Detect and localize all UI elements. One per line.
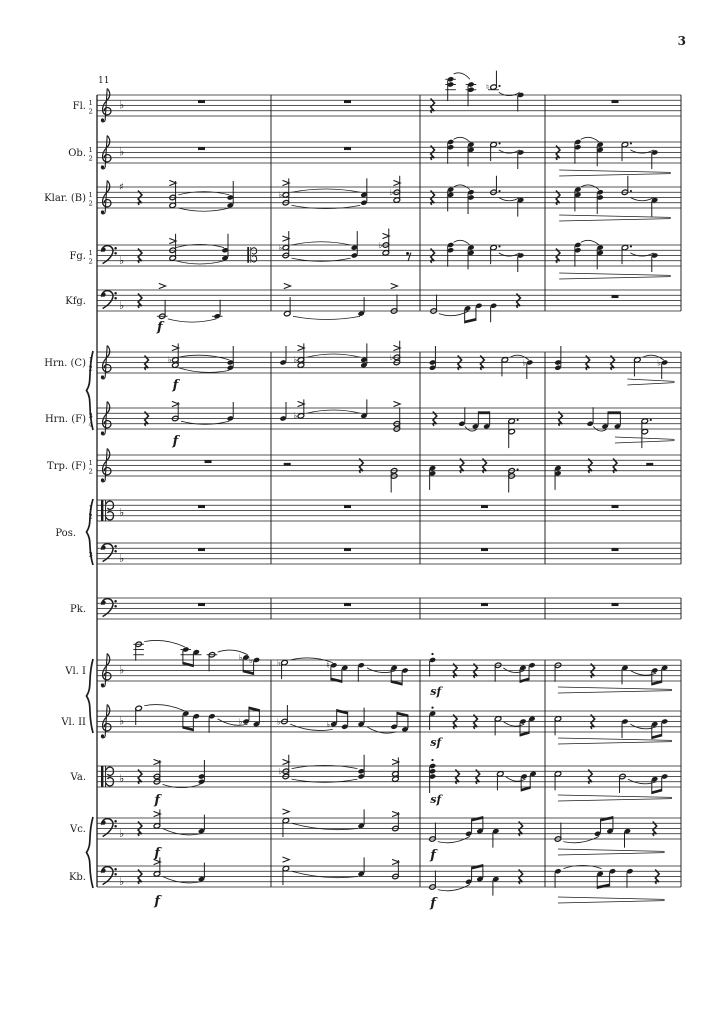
- measure-events: [198, 603, 619, 606]
- page-number: 3: [677, 34, 686, 48]
- staff-pk: [97, 598, 681, 619]
- svg-text:1: 1: [88, 99, 93, 107]
- svg-text:♮: ♮: [486, 82, 490, 93]
- staff-ob: [97, 136, 681, 177]
- dynamic-f: f: [430, 896, 436, 911]
- measure-events: [138, 809, 665, 863]
- staff-vl2: [97, 705, 681, 750]
- svg-text:1: 1: [88, 459, 93, 467]
- svg-text:2: 2: [88, 512, 93, 521]
- svg-text:♭: ♭: [276, 658, 281, 669]
- instrument-label-trp: [47, 459, 93, 476]
- svg-text:♭: ♭: [278, 767, 283, 778]
- svg-text:Klar. (B): Klar. (B): [44, 193, 86, 204]
- barlines: [271, 95, 681, 887]
- staff-fg: [97, 229, 681, 280]
- measure-events: [198, 71, 619, 113]
- instrument-label-ob: [68, 146, 93, 163]
- svg-text:♭: ♭: [293, 355, 298, 366]
- svg-text:Trp. (F): Trp. (F): [47, 461, 86, 472]
- staff-kb: [97, 857, 681, 911]
- measure-events: [198, 505, 619, 508]
- svg-text:Fg.: Fg.: [69, 251, 86, 262]
- svg-text:♭: ♭: [119, 874, 125, 888]
- svg-text:♭: ♭: [119, 714, 125, 728]
- group-label-pos: Pos.: [55, 528, 76, 539]
- svg-text:♭: ♭: [119, 826, 125, 840]
- svg-text:♭: ♭: [276, 717, 281, 728]
- dynamic-f: f: [156, 320, 163, 335]
- instrument-label-pos12: [89, 504, 93, 521]
- svg-text:♭: ♭: [657, 358, 662, 369]
- svg-text:2: 2: [88, 154, 93, 163]
- svg-text:Hrn. (F): Hrn. (F): [44, 414, 86, 425]
- dynamic-f: f: [154, 846, 160, 861]
- svg-text:♭: ♭: [119, 298, 125, 312]
- svg-text:♮: ♮: [326, 661, 330, 672]
- svg-text:♯: ♯: [119, 182, 124, 194]
- instrument-label-pk: [70, 604, 86, 615]
- instrument-label-kb: [69, 872, 86, 883]
- staff-fl: [97, 71, 681, 122]
- svg-text:♭: ♭: [238, 653, 243, 664]
- svg-text:♭: ♭: [278, 243, 283, 254]
- brace: [87, 659, 94, 733]
- dynamic-sf: sf: [430, 793, 442, 806]
- svg-text:♭: ♭: [389, 188, 394, 199]
- svg-text:Vl. II: Vl. II: [61, 717, 86, 728]
- svg-text:Vl. I: Vl. I: [65, 666, 86, 677]
- svg-text:2: 2: [88, 364, 93, 373]
- svg-text:♭: ♭: [119, 551, 125, 565]
- svg-text:♭: ♭: [326, 719, 331, 730]
- svg-text:Hrn. (C): Hrn. (C): [44, 358, 86, 369]
- measure-number: 11: [98, 76, 110, 86]
- instrument-label-va: [70, 772, 86, 783]
- dynamic-f: f: [172, 378, 179, 393]
- svg-text:♭: ♭: [119, 663, 125, 677]
- measure-events: [138, 283, 619, 335]
- measure-events: [144, 399, 674, 449]
- instrument-label-hrnf: [45, 412, 93, 429]
- instrument-label-pos3: [89, 551, 93, 559]
- svg-text:Fl.: Fl.: [72, 101, 86, 112]
- svg-text:♭: ♭: [119, 98, 125, 112]
- dynamic-sf: sf: [430, 685, 442, 698]
- staff-vc: [97, 809, 681, 863]
- svg-text:Vc.: Vc.: [69, 824, 86, 835]
- measure-events: [138, 176, 671, 221]
- svg-text:1: 1: [88, 191, 93, 199]
- staff-hrnf: [97, 399, 681, 449]
- svg-text:♭: ♭: [389, 353, 394, 364]
- svg-text:Kb.: Kb.: [68, 872, 86, 883]
- svg-text:2: 2: [88, 257, 93, 266]
- svg-text:♭: ♭: [119, 506, 125, 520]
- measure-events: [138, 857, 665, 911]
- staff-pos12: [97, 500, 681, 521]
- svg-text:3: 3: [88, 551, 93, 559]
- svg-text:1: 1: [88, 249, 93, 257]
- svg-text:♭: ♭: [293, 411, 298, 422]
- measure-events: [205, 459, 654, 493]
- staff-va: [97, 755, 681, 808]
- svg-text:♭: ♭: [249, 655, 254, 666]
- measure-events: [198, 548, 619, 551]
- svg-text:4: 4: [88, 420, 93, 429]
- svg-text:Kfg.: Kfg.: [65, 296, 86, 307]
- dynamic-f: f: [154, 894, 160, 909]
- svg-text:2: 2: [88, 107, 93, 116]
- svg-text:2: 2: [88, 467, 93, 476]
- measure-events: [144, 341, 674, 393]
- instrument-label-fl: [73, 99, 93, 116]
- dynamic-f: f: [154, 793, 160, 808]
- staff-trp: [97, 449, 681, 493]
- svg-text:♭: ♭: [378, 240, 383, 251]
- staff-kfg: [97, 283, 681, 335]
- dynamic-f: f: [430, 848, 436, 863]
- svg-text:2: 2: [88, 199, 93, 208]
- svg-text:♭: ♭: [238, 717, 243, 728]
- svg-text:Va.: Va.: [70, 772, 86, 783]
- svg-text:♭: ♭: [119, 145, 125, 159]
- staff-vl1: [97, 640, 681, 698]
- measure-events: [133, 640, 672, 698]
- svg-text:Ob.: Ob.: [68, 148, 86, 159]
- instrument-label-klar: [44, 191, 93, 208]
- instrument-label-fg: [69, 249, 92, 266]
- svg-text:1: 1: [88, 504, 93, 512]
- measure-events: [138, 229, 671, 280]
- svg-text:3: 3: [88, 412, 93, 420]
- dynamic-sf: sf: [430, 736, 442, 749]
- svg-text:1: 1: [88, 146, 93, 154]
- svg-text:♭: ♭: [119, 772, 125, 786]
- svg-text:♭: ♭: [522, 358, 527, 369]
- staff-hrnc: [97, 341, 681, 393]
- svg-text:♭: ♭: [167, 355, 172, 366]
- instrument-label-kfg: [65, 296, 86, 307]
- svg-text:Pk.: Pk.: [70, 604, 86, 615]
- measure-events: [198, 137, 671, 176]
- staff-pos3: [97, 543, 681, 565]
- instrument-label-vc: [69, 824, 86, 835]
- instrument-label-vl2: [60, 717, 86, 728]
- instrument-label-hrnc: [44, 356, 93, 373]
- svg-text:♭: ♭: [278, 190, 283, 201]
- staff-klar: [97, 176, 681, 221]
- dynamic-f: f: [172, 434, 179, 449]
- svg-text:♭: ♭: [119, 253, 125, 267]
- instrument-label-vl1: [64, 666, 86, 677]
- brace: [87, 817, 94, 888]
- svg-text:1: 1: [88, 356, 93, 364]
